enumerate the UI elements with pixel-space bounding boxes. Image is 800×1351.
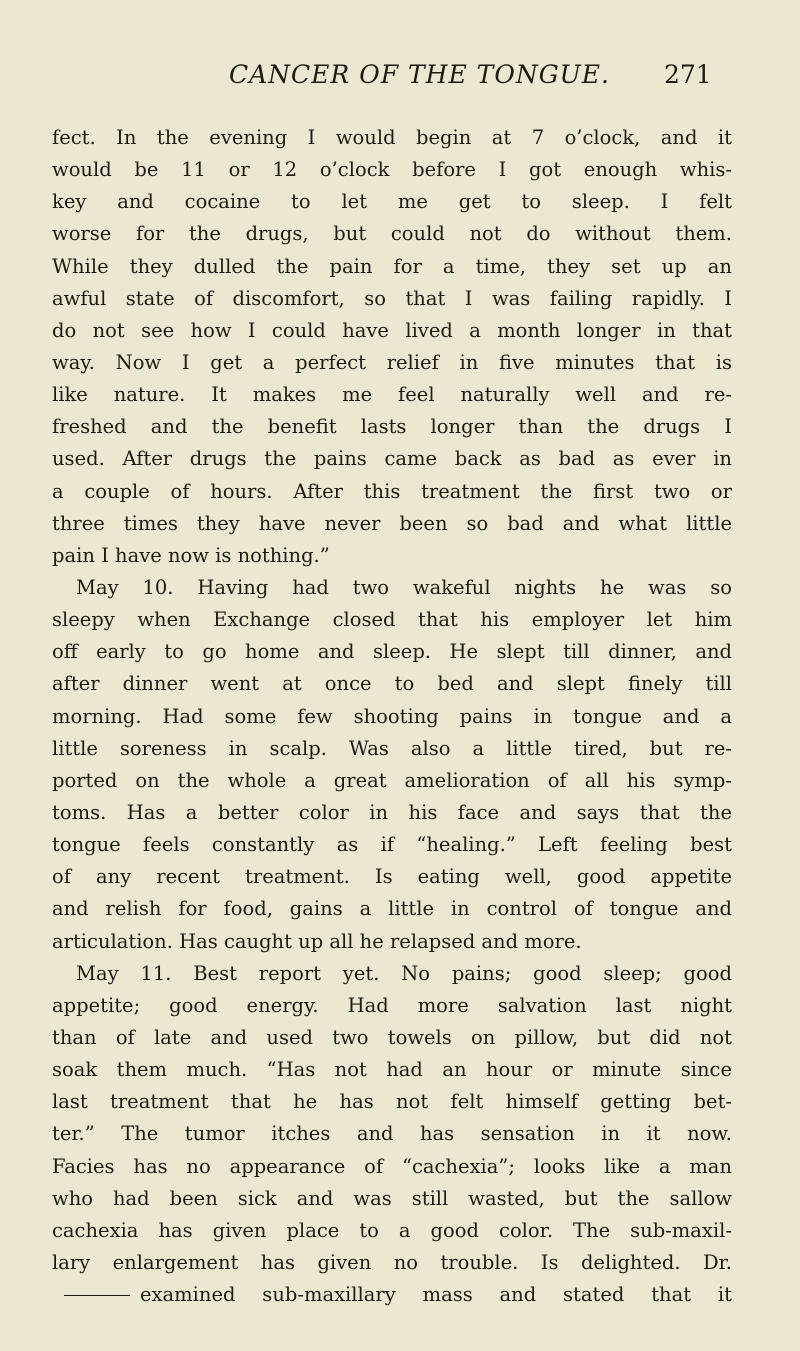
text-line: freshed and the benefit lasts longer than the drugs I bbox=[52, 415, 732, 439]
page-number: 271 bbox=[664, 60, 712, 89]
text-line: awful state of discomfort, so that I was failing rapidly. I bbox=[52, 286, 732, 310]
text-line: like nature. It makes me feel naturally well and re- bbox=[52, 383, 732, 407]
text-line: after dinner went at once to bed and slept finely till bbox=[52, 672, 732, 696]
page-header bbox=[0, 60, 800, 100]
body-text bbox=[52, 122, 732, 1311]
text-line: used. After drugs the pains came back as bad as ever in bbox=[52, 447, 732, 471]
text-line: fect. In the evening I would begin at 7 o’clock, and it bbox=[52, 126, 732, 149]
text-line-tail: examined sub-maxillary mass and stated that it bbox=[140, 1283, 732, 1307]
text-line: do not see how I could have lived a month longer in that bbox=[52, 318, 732, 342]
text-line: off early to go home and sleep. He slept till dinner, and bbox=[52, 640, 732, 664]
text-line: tongue feels constantly as if “healing.” Left feeling best bbox=[52, 833, 732, 857]
text-line: last treatment that he has not felt himself getting bet- bbox=[52, 1090, 732, 1114]
text-line: lary enlargement has given no trouble. Is delighted. Dr. bbox=[52, 1250, 732, 1274]
text-line: cachexia has given place to a good color. The sub-maxil- bbox=[52, 1218, 732, 1242]
text-line: ported on the whole a great amelioration of all his symp- bbox=[52, 768, 732, 792]
text-line: three times they have never been so bad and what little bbox=[52, 511, 732, 535]
text-line-with-blank bbox=[52, 1279, 732, 1311]
text-line: pain I have now is nothing.” bbox=[52, 543, 330, 567]
text-line: of any recent treatment. Is eating well, good appetite bbox=[52, 865, 732, 889]
text-line: morning. Had some few shooting pains in tongue and a bbox=[52, 704, 732, 728]
text-line: sleepy when Exchange closed that his employer let him bbox=[52, 608, 732, 632]
text-line: a couple of hours. After this treatment the first two or bbox=[52, 479, 732, 503]
text-line: little soreness in scalp. Was also a little tired, but re- bbox=[52, 736, 732, 760]
text-line: than of late and used two towels on pillow, but did not bbox=[52, 1025, 732, 1049]
text-line: worse for the drugs, but could not do without them. bbox=[52, 222, 732, 246]
text-line: way. Now I get a perfect relief in five minutes that is bbox=[52, 350, 732, 374]
text-line: May 11. Best report yet. No pains; good sleep; good bbox=[76, 961, 732, 985]
text-line: May 10. Having had two wakeful nights he was so bbox=[76, 575, 732, 599]
name-dash bbox=[64, 1295, 130, 1297]
text-line: articulation. Has caught up all he relapsed and more. bbox=[52, 929, 582, 953]
text-line: Facies has no appearance of “cachexia”; looks like a man bbox=[52, 1154, 732, 1178]
text-line: soak them much. “Has not had an hour or minute since bbox=[52, 1058, 732, 1082]
text-line: ter.” The tumor itches and has sensation in it now. bbox=[52, 1122, 732, 1146]
text-line: would be 11 or 12 o’clock before I got enough whis- bbox=[52, 158, 732, 182]
text-line: and relish for food, gains a little in control of tongue and bbox=[52, 897, 732, 921]
text-line: who had been sick and was still wasted, but the sallow bbox=[52, 1186, 732, 1210]
text-line: toms. Has a better color in his face and says that the bbox=[52, 800, 732, 824]
text-line: appetite; good energy. Had more salvation last night bbox=[52, 993, 732, 1017]
text-line: key and cocaine to let me get to sleep. I felt bbox=[52, 190, 732, 214]
running-head: CANCER OF THE TONGUE. bbox=[229, 60, 610, 89]
text-line: While they dulled the pain for a time, they set up an bbox=[52, 254, 732, 278]
